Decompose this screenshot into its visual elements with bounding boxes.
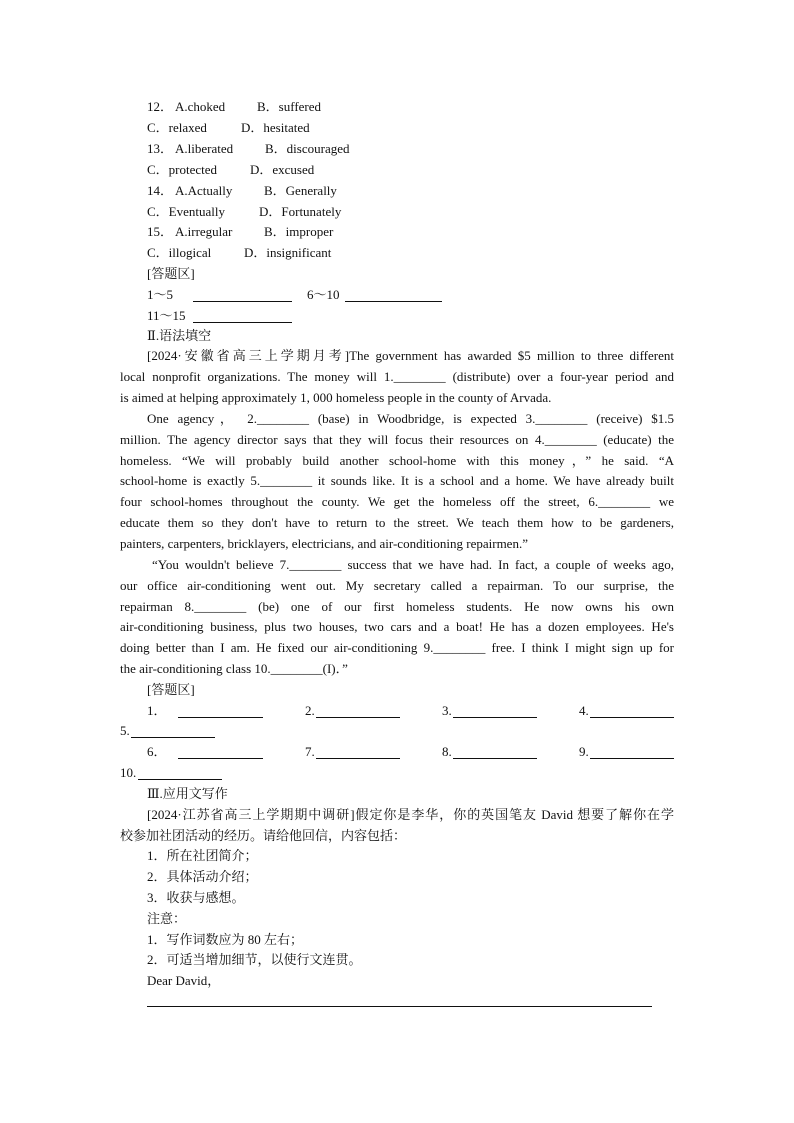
- passage-line: air-conditioning business, plus two houses, two cars and a boat! He has a dozen employees. He's: [120, 619, 674, 635]
- passage-line: painters, carpenters, bricklayers, electricians, and air-conditioning repairmen.”: [120, 535, 528, 551]
- q13-option-b[interactable]: B．discouraged: [265, 141, 350, 156]
- prompt-line: [2024·江苏省高三上学期期中调研]假定你是李华，你的英国笔友 David 想要了解你在学: [147, 807, 674, 822]
- answer-num-2: 2.: [305, 703, 315, 718]
- passage-line: our office air-conditioning went out. My secretary called a repairman. To our surprise, the: [120, 577, 674, 593]
- range-6-10-label: 6～10: [307, 287, 340, 302]
- q13-num: 13．: [147, 141, 174, 156]
- q15-num: 15．: [147, 224, 174, 239]
- q12-option-c[interactable]: C．relaxed: [147, 120, 207, 135]
- answer-blank-3[interactable]: [453, 705, 537, 718]
- q14-num: 14．: [147, 183, 174, 198]
- passage-paragraph-2: [120, 409, 674, 555]
- passage-line: local nonprofit organizations. The money will 1.________ (distribute) over a four-year period and: [120, 368, 674, 384]
- passage-line: is aimed at helping approximately 1, 000 homeless people in the county of Arvada.: [120, 389, 552, 405]
- letter-greeting: Dear David，: [147, 973, 221, 988]
- passage-line: [2024·安徽省高三上学期月考]The government has awarded $5 million to three different: [147, 348, 674, 363]
- answer-blank-6[interactable]: [178, 746, 263, 759]
- answer-num-4: 4.: [579, 703, 589, 718]
- q12-option-b[interactable]: B．suffered: [257, 99, 322, 114]
- answer-blank-4[interactable]: [590, 705, 674, 718]
- passage-line: repairman 8.________ (be) one of our first homeless students. He now owns his own: [120, 598, 674, 614]
- note-2: 2．可适当增加细节，以使行文连贯。: [147, 952, 362, 967]
- passage-paragraph-3: [120, 555, 674, 680]
- writing-line[interactable]: [147, 1006, 652, 1007]
- q14-option-b[interactable]: B．Generally: [264, 183, 337, 198]
- answer-num-6: 6．: [147, 744, 167, 759]
- answer-num-1: 1．: [147, 703, 167, 718]
- q12-option-a[interactable]: A.choked: [175, 99, 226, 114]
- passage-line: four school-homes throughout the county. We get the homeless off the street, 6.________ we: [120, 494, 674, 510]
- q15-option-a[interactable]: A.irregular: [175, 224, 233, 239]
- q12-num: 12．: [147, 99, 174, 114]
- writing-prompt: [120, 805, 674, 847]
- answer-blank-9[interactable]: [590, 746, 674, 759]
- range-11-15-label: 11～15: [147, 308, 186, 323]
- passage-line: “You wouldn't believe 7.________ success that we have had. In fact, a couple of weeks ago,: [152, 557, 674, 572]
- answer-num-7: 7.: [305, 744, 315, 759]
- q15-option-c[interactable]: C．illogical: [147, 245, 212, 260]
- passage-line: the air-conditioning class 10.________(I)．”: [120, 660, 348, 676]
- answer-blank-6-10[interactable]: [345, 289, 442, 302]
- content-item-2: 2．具体活动介绍；: [147, 869, 258, 884]
- answer-num-9: 9.: [579, 744, 589, 759]
- answer-area-label: [答题区]: [147, 266, 195, 281]
- passage-paragraph-1: [120, 346, 674, 408]
- section-2-heading: Ⅱ.语法填空: [147, 328, 212, 343]
- q15-option-b[interactable]: B．improper: [264, 224, 334, 239]
- q13-option-c[interactable]: C．protected: [147, 162, 218, 177]
- q14-option-c[interactable]: C．Eventually: [147, 204, 225, 219]
- answer-blank-11-15[interactable]: [193, 310, 292, 323]
- answer-area-2-label: [答题区]: [147, 682, 195, 697]
- answer-num-8: 8.: [442, 744, 452, 759]
- passage-line: school-home is exactly 5.________ it sounds like. It is a school and a home. We have already built: [120, 473, 674, 489]
- answer-blank-2[interactable]: [316, 705, 400, 718]
- passage-line: million. The agency director says that they will focus their resources on 4.________ (educate) the: [120, 431, 674, 447]
- answer-blank-8[interactable]: [453, 746, 537, 759]
- answer-blank-10[interactable]: [138, 767, 222, 780]
- answer-blank-5[interactable]: [131, 725, 215, 738]
- q13-option-d[interactable]: D．excused: [250, 162, 315, 177]
- range-1-5-label: 1～5: [147, 287, 174, 302]
- answer-num-10: 10.: [120, 765, 137, 780]
- passage-line: educate them so they don't have to return to the street. We teach them how to be gardeners,: [120, 514, 674, 530]
- content-item-3: 3．收获与感想。: [147, 890, 245, 905]
- passage-line: doing better than I am. He fixed our air-conditioning 9.________ free. I think I might sign up for: [120, 640, 674, 656]
- note-label: 注意：: [147, 911, 187, 926]
- prompt-line: 校参加社团活动的经历。请给他回信，内容包括：: [120, 827, 407, 843]
- q14-option-a[interactable]: A.Actually: [175, 183, 233, 198]
- answer-num-3: 3.: [442, 703, 452, 718]
- answer-blank-1[interactable]: [178, 705, 263, 718]
- passage-line: One agency， 2.________ (base) in Woodbridge, is expected 3.________ (receive) $1.5: [147, 411, 674, 426]
- passage-line: homeless. “We will probably build another school-home with this money，” he said. “A: [120, 452, 674, 468]
- q15-option-d[interactable]: D．insignificant: [244, 245, 332, 260]
- section-3-heading: Ⅲ.应用文写作: [147, 786, 228, 801]
- answer-num-5: 5.: [120, 723, 130, 738]
- q13-option-a[interactable]: A.liberated: [175, 141, 234, 156]
- answer-blank-7[interactable]: [316, 746, 400, 759]
- note-1: 1．写作词数应为 80 左右；: [147, 932, 304, 947]
- q14-option-d[interactable]: D．Fortunately: [259, 204, 342, 219]
- answer-blank-1-5[interactable]: [193, 289, 292, 302]
- q12-option-d[interactable]: D．hesitated: [241, 120, 310, 135]
- content-item-1: 1．所在社团简介；: [147, 848, 258, 863]
